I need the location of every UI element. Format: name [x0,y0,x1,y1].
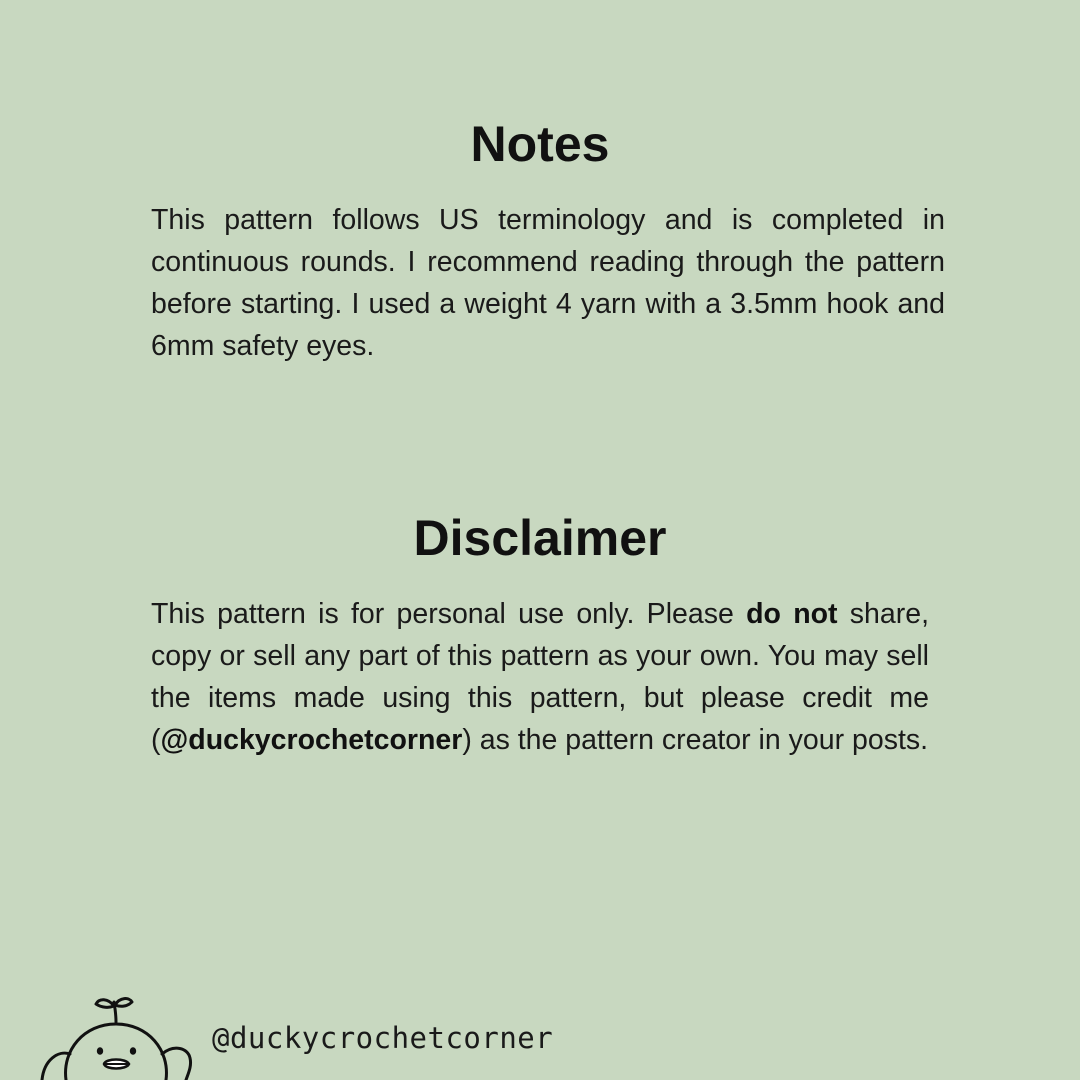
disclaimer-handle: @duckycrochetcorner [160,724,463,756]
disclaimer-text-part-3: ) as the pattern creator in your posts. [462,724,929,756]
disclaimer-text-part-2: share, copy or sell any part of this pattern as your own. You may sell the items made using this pattern, but please credit me ( [151,598,929,756]
footer-handle: @duckycrochetcorner [212,1021,554,1055]
disclaimer-do-not: do not [746,598,838,630]
disclaimer-text-part-1: This pattern is for personal use only. Please [151,598,747,630]
disclaimer-heading: Disclaimer [413,510,667,566]
notes-heading: Notes [470,116,610,172]
duck-mascot-icon [36,994,196,1080]
notes-paragraph: This pattern follows US terminology and is completed in continuous rounds. I recommend reading through the pattern before starting. I used a weight 4 yarn with a 3.5mm hook and 6mm safety eyes. [151,204,945,362]
disclaimer-paragraph [151,593,929,761]
